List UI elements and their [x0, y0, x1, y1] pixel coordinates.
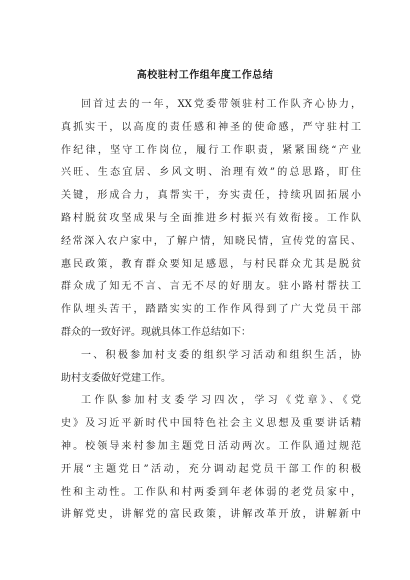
text-line: 作队埋头苦干，踏踏实实的工作作风得到了广大党员干部	[61, 304, 361, 316]
text-line: 路村脱贫攻坚成果与全面推进乡村振兴有效衔接。工作队	[61, 212, 361, 224]
text-line: 关键，形成合力，真帮实干，夯实责任，持续巩固拓展小	[61, 190, 361, 202]
text-line: 作纪律，坚守工作岗位，履行工作职责，紧紧围绕“产业	[61, 144, 361, 156]
text-line: 一、积极参加村支委的组织学习活动和组织生活，协	[81, 349, 361, 361]
document-title: 高校驻村工作组年度工作总结	[136, 70, 274, 81]
text-line: 工作队参加村支委学习四次，学习《党章》、《党	[81, 395, 361, 407]
text-line: 经常深入农户家中，了解户情，知晓民情，宣传党的富民、	[61, 235, 361, 247]
text-line: 讲解党史，讲解党的富民政策，讲解改革开放，讲解新中	[61, 509, 361, 521]
text-line: 回首过去的一年，XX党委带领驻村工作队齐心协力，	[81, 99, 361, 110]
text-line: 性和主动性。工作队和村两委到年老体弱的老党员家中，	[61, 486, 361, 498]
text-line: 开展“主题党日”活动，充分调动起党员干部工作的积极	[61, 463, 361, 475]
text-line: 兴旺、生态宜居、乡风文明、治理有效”的总思路，盯住	[61, 167, 361, 179]
text-line: 惠民政策，教育群众要知足感恩，与村民群众尤其是脱贫	[61, 258, 361, 270]
text-line: 群众成了知无不言、言无不尽的好朋友。驻小路村帮扶工	[61, 281, 361, 293]
text-line: 神。校领导来村参加主题党日活动两次。工作队通过规范	[61, 440, 361, 452]
text-line: 史》及习近平新时代中国特色社会主义思想及重要讲话精	[61, 418, 361, 430]
document-body	[61, 94, 361, 527]
text-line: 真抓实干，以高度的责任感和神圣的使命感，严守驻村工	[61, 121, 361, 133]
text-line: 群众的一致好评。现就具体工作总结如下：	[61, 326, 251, 338]
text-line: 助村支委做好党建工作。	[61, 372, 171, 384]
